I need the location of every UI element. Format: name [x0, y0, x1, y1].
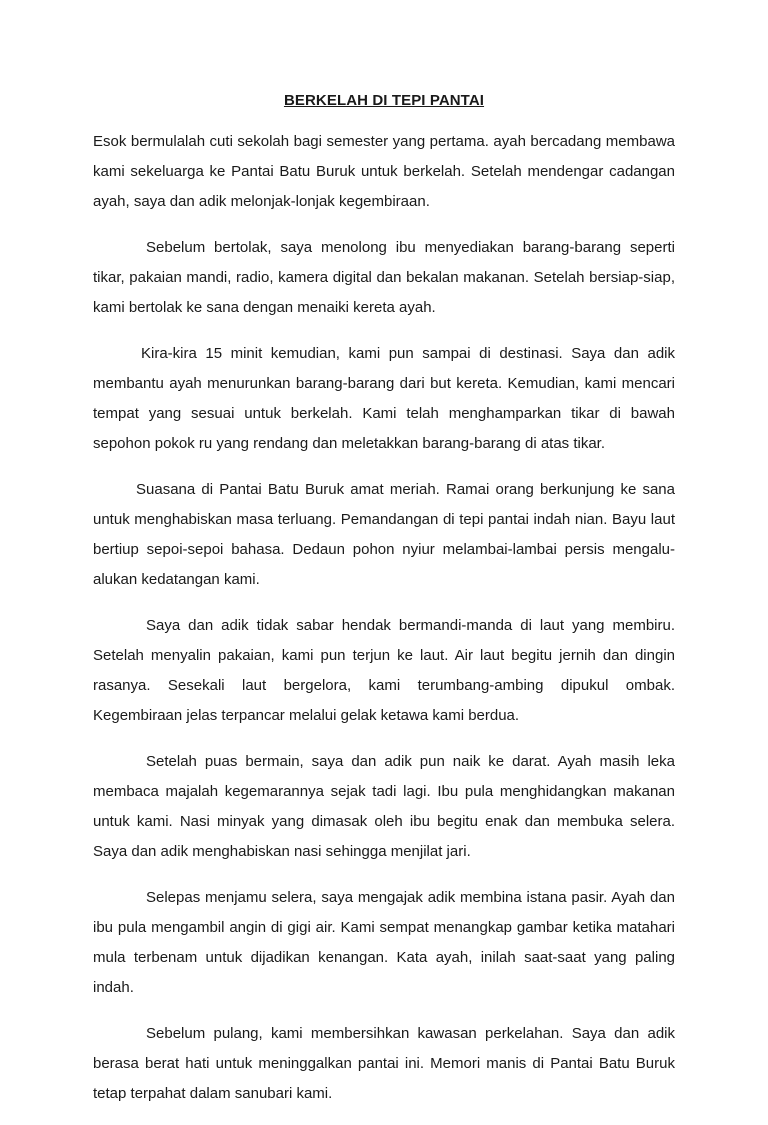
document-title: BERKELAH DI TEPI PANTAI [283, 92, 485, 109]
paragraph-8: Sebelum pulang, kami membersihkan kawasan perkelahan. Saya dan adik berasa berat hati untuk meninggalkan pantai ini. Memori manis di Pantai Batu Buruk tetap terpahat dalam sanubari kami. [93, 1025, 675, 1102]
paragraph-6: Setelah puas bermain, saya dan adik pun naik ke darat. Ayah masih leka membaca majalah kegemarannya sejak tadi lagi. Ibu pula menghidangkan makanan untuk kami. Nasi minyak yang dimasak oleh ibu begitu enak dan membuka selera. Saya dan adik menghabiskan nasi sehingga menjilat jari. [93, 753, 675, 860]
document-page [93, 92, 675, 1125]
paragraph-7: Selepas menjamu selera, saya mengajak adik membina istana pasir. Ayah dan ibu pula mengambil angin di gigi air. Kami sempat menangkap gambar ketika matahari mula terbenam untuk dijadikan kenangan. Kata ayah, inilah saat-saat yang paling indah. [93, 889, 675, 996]
paragraph-4: Suasana di Pantai Batu Buruk amat meriah. Ramai orang berkunjung ke sana untuk menghabiskan masa terluang. Pemandangan di tepi pantai indah nian. Bayu laut bertiup sepoi-sepoi bahasa. Dedaun pohon nyiur melambai-lambai persis mengalu-alukan kedatangan kami. [93, 481, 675, 588]
paragraph-3: Kira-kira 15 minit kemudian, kami pun sampai di destinasi. Saya dan adik membantu ayah menurunkan barang-barang dari but kereta. Kemudian, kami mencari tempat yang sesuai untuk berkelah. Kami telah menghamparkan tikar di bawah sepohon pokok ru yang rendang dan meletakkan barang-barang di atas tikar. [93, 345, 675, 452]
paragraph-1: Esok bermulalah cuti sekolah bagi semester yang pertama. ayah bercadang membawa kami sekeluarga ke Pantai Batu Buruk untuk berkelah. Setelah mendengar cadangan ayah, saya dan adik melonjak-lonjak kegembiraan. [93, 133, 675, 210]
paragraph-5: Saya dan adik tidak sabar hendak bermandi-manda di laut yang membiru. Setelah menyalin pakaian, kami pun terjun ke laut. Air laut begitu jernih dan dingin rasanya. Sesekali laut bergelora, kami terumbang-ambing dipukul ombak. Kegembiraan jelas terpancar melalui gelak ketawa kami berdua. [93, 617, 675, 724]
paragraph-2: Sebelum bertolak, saya menolong ibu menyediakan barang-barang seperti tikar, pakaian mandi, radio, kamera digital dan bekalan makanan. Setelah bersiap-siap, kami bertolak ke sana dengan menaiki kereta ayah. [93, 239, 675, 316]
